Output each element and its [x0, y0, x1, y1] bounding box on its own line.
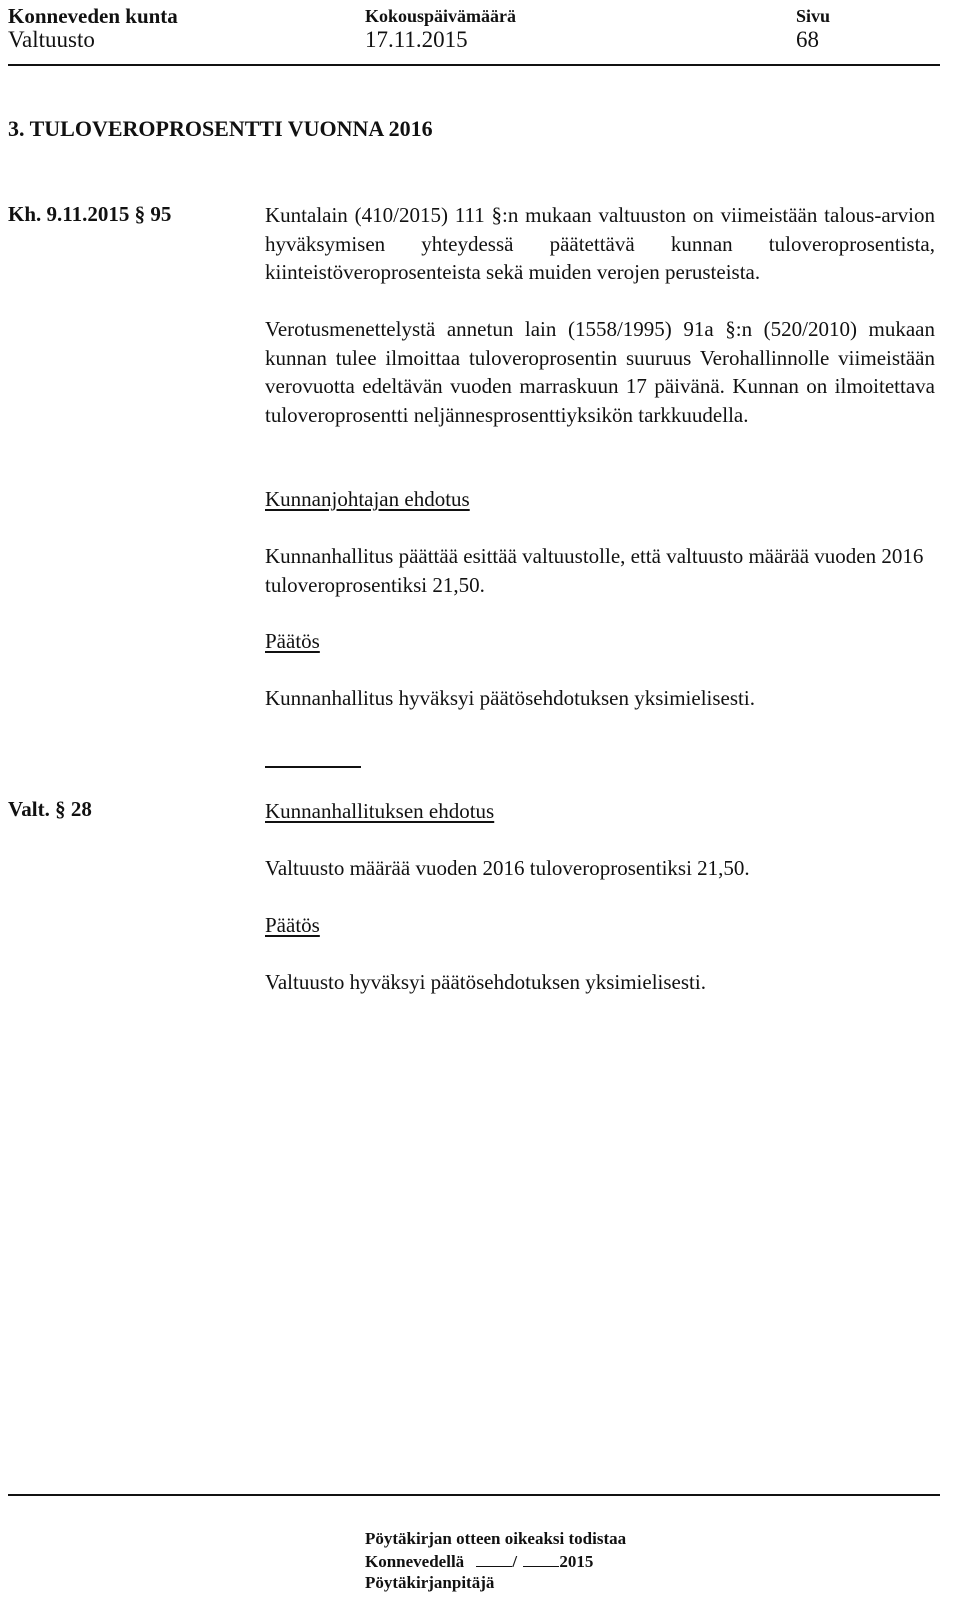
heading-text: Kunnanhallituksen ehdotus — [265, 799, 495, 823]
board-decision-text — [265, 684, 935, 713]
month-blank — [523, 1550, 559, 1567]
heading-text: Kunnanjohtajan ehdotus — [265, 487, 470, 511]
place-text: Konnevedellä — [365, 1552, 465, 1571]
date-slash: / — [512, 1552, 518, 1571]
paragraph-text: Valtuusto hyväksyi päätösehdotuksen yksimielisesti. — [265, 970, 706, 994]
page-number: 68 — [796, 27, 819, 52]
mayor-proposal-text — [265, 542, 935, 599]
board-paragraph-2 — [265, 315, 935, 429]
board-reference: Kh. 9.11.2015 § 95 — [8, 202, 172, 226]
paragraph-text: Kunnanhallitus hyväksyi päätösehdotuksen yksimielisesti. — [265, 686, 755, 710]
header-divider — [8, 64, 940, 66]
paragraph-text: Kuntalain (410/2015) 111 §:n mukaan valtuuston on viimeistään talous-arvion hyväksymisen yhteydessä päätettävä kunnan tuloveroprosentista, kiinteistöveroprosenteista sekä muiden verojen perusteista. — [265, 203, 935, 284]
municipality-name: Konneveden kunta — [8, 4, 178, 28]
section-title: 3. TULOVEROPROSENTTI VUONNA 2016 — [8, 116, 433, 141]
body-name: Valtuusto — [8, 27, 95, 52]
council-decision-text — [265, 968, 935, 997]
certification-line: Pöytäkirjan otteen oikeaksi todistaa — [365, 1529, 627, 1548]
section-separator — [265, 766, 361, 768]
page-label: Sivu — [796, 6, 831, 26]
paragraph-text: Kunnanhallitus päättää esittää valtuustolle, että valtuusto määrää vuoden 2016 tuloveroprosentiksi 21,50. — [265, 544, 924, 597]
day-blank — [476, 1550, 512, 1567]
board-decision-heading — [265, 627, 935, 656]
meeting-date-label: Kokouspäivämäärä — [365, 6, 517, 26]
board-proposal-heading — [265, 797, 935, 826]
board-paragraph-1 — [265, 201, 935, 287]
council-reference: Valt. § 28 — [8, 797, 92, 821]
secretary-title: Pöytäkirjanpitäjä — [365, 1573, 495, 1592]
paragraph-text: Valtuusto määrää vuoden 2016 tuloveroprosentiksi 21,50. — [265, 856, 750, 880]
year-text: 2015 — [559, 1552, 594, 1571]
paragraph-text: Verotusmenettelystä annetun lain (1558/1995) 91a §:n (520/2010) mukaan kunnan tulee ilmoittaa tuloveroprosentin suuruus Verohallinnolle viimeistään verovuotta edeltävän vuoden marraskuun 17 päivänä. Kunnan on ilmoitettava tuloveroprosentti neljännesprosenttiyksikön tarkkuudella. — [265, 317, 935, 427]
council-proposal-text — [265, 854, 935, 883]
meeting-date: 17.11.2015 — [365, 27, 468, 52]
certification-place-date — [365, 1550, 593, 1573]
mayor-proposal-heading — [265, 485, 935, 514]
council-decision-heading — [265, 911, 935, 940]
heading-text: Päätös — [265, 629, 320, 653]
footer-divider — [8, 1494, 940, 1496]
heading-text: Päätös — [265, 913, 320, 937]
